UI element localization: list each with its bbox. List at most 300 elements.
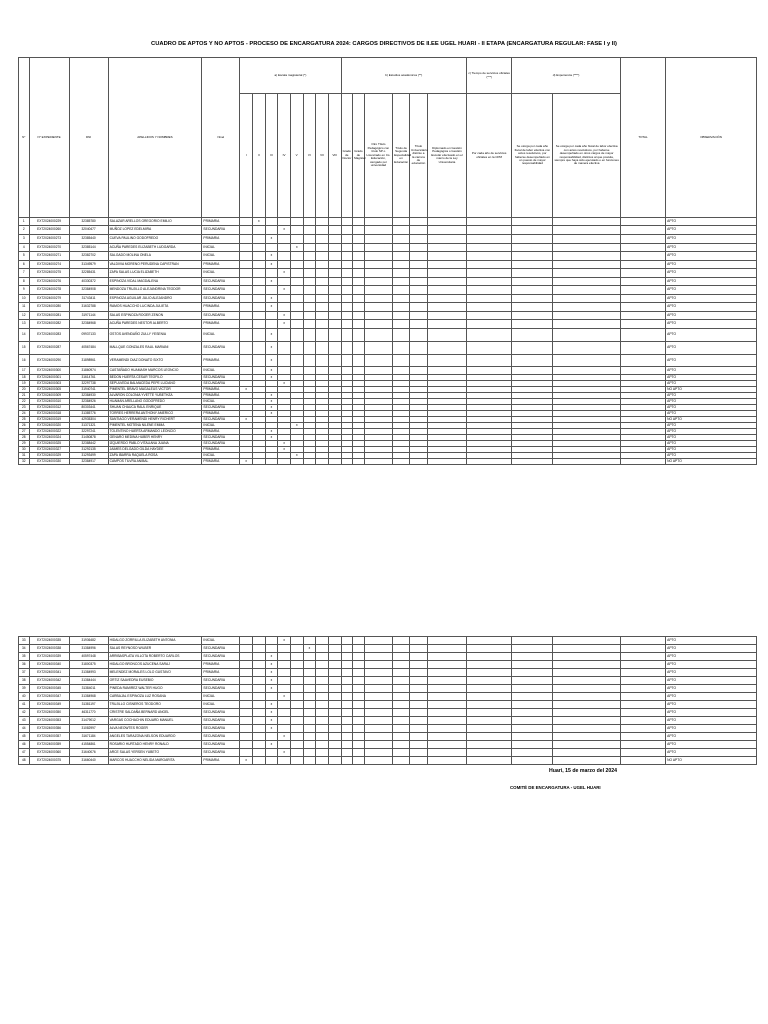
dni-cell: 31292135 — [69, 447, 108, 453]
observacion-cell: NO APTO — [666, 387, 757, 393]
grado-magister-cell — [353, 252, 365, 261]
nivel-cell: PRIMARIA — [202, 669, 240, 677]
total-cell — [620, 709, 665, 717]
diplomado-cell — [427, 757, 466, 765]
observacion-cell: APTO — [666, 733, 757, 741]
escala-cell-3 — [265, 286, 278, 295]
total-cell — [620, 342, 665, 355]
header-expediente: N° EXPEDIENTE — [29, 58, 69, 218]
grado-magister-cell — [353, 717, 365, 725]
expediente-cell: EXT2024000345 — [29, 685, 69, 693]
header-escala-2: II — [252, 94, 265, 218]
nivel-cell: INICIAL — [202, 423, 240, 429]
header-estudio-diplomado: Diplomado en Gestión Pedagógica o Gestión Escolar efectuado en el marco de la Ley Universitaria — [427, 94, 466, 218]
titulo-universitario-cell — [410, 303, 428, 312]
escala-cell-1 — [240, 717, 253, 725]
nivel-cell: INICIAL — [202, 693, 240, 701]
escala-cell-8 — [328, 669, 341, 677]
grado-magister-cell — [353, 295, 365, 303]
experiencia-1-cell — [512, 329, 553, 342]
total-cell — [620, 661, 665, 669]
grado-doctor-cell — [341, 320, 353, 329]
escala-cell-4 — [278, 677, 291, 685]
escala-cell-5 — [290, 303, 303, 312]
experiencia-2-cell — [553, 757, 620, 765]
expediente-cell: EXT2024000322 — [29, 429, 69, 435]
experiencia-2-cell — [553, 320, 620, 329]
tiempo-servicios-cell — [466, 693, 511, 701]
dni-cell: 42935304 — [69, 417, 108, 423]
row-number: 28 — [19, 435, 30, 441]
table-row — [19, 367, 757, 375]
escala-cell-8 — [328, 677, 341, 685]
escala-cell-6 — [303, 693, 316, 701]
experiencia-2-cell — [553, 269, 620, 278]
grado-doctor-cell — [341, 278, 353, 286]
observacion-cell: APTO — [666, 399, 757, 405]
segunda-especialidad-cell — [393, 367, 410, 375]
escala-cell-7 — [316, 701, 329, 709]
name-cell: MENDOZA TRUJILLO ALEJANDRINA TEODOR — [108, 286, 202, 295]
nivel-cell: SECUNDARIA — [202, 709, 240, 717]
tiempo-servicios-cell — [466, 725, 511, 733]
escala-cell-6 — [303, 757, 316, 765]
grado-magister-cell — [353, 653, 365, 661]
escala-cell-1 — [240, 661, 253, 669]
escala-cell-3: x — [265, 295, 278, 303]
escala-cell-1 — [240, 286, 253, 295]
table-row — [19, 261, 757, 269]
escala-cell-1 — [240, 320, 253, 329]
tiempo-servicios-cell — [466, 757, 511, 765]
segunda-especialidad-cell — [393, 286, 410, 295]
expediente-cell: EXT2024000278 — [29, 286, 69, 295]
grado-magister-cell — [353, 329, 365, 342]
nivel-cell: INICIAL — [202, 367, 240, 375]
tiempo-servicios-cell — [466, 355, 511, 367]
escala-cell-8 — [328, 226, 341, 235]
grado-magister-cell — [353, 286, 365, 295]
escala-cell-3: x — [265, 278, 278, 286]
diplomado-cell — [427, 269, 466, 278]
escala-cell-6 — [303, 235, 316, 244]
grado-magister-cell — [353, 355, 365, 367]
nivel-cell: SECUNDARIA — [202, 435, 240, 441]
diplomado-cell — [427, 685, 466, 693]
row-number: 39 — [19, 685, 30, 693]
expediente-cell: EXT2024000342 — [29, 677, 69, 685]
escala-cell-6 — [303, 637, 316, 645]
nivel-cell: SECUNDARIA — [202, 677, 240, 685]
escala-cell-8 — [328, 725, 341, 733]
dni-cell: 40597448 — [69, 653, 108, 661]
header-total: TOTAL — [620, 58, 665, 218]
escala-cell-4: x — [278, 312, 291, 320]
tiempo-servicios-cell — [466, 709, 511, 717]
observacion-cell: APTO — [666, 725, 757, 733]
escala-cell-1 — [240, 701, 253, 709]
observacion-cell: APTO — [666, 405, 757, 411]
observacion-cell: NO APTO — [666, 757, 757, 765]
observacion-cell: APTO — [666, 375, 757, 381]
table-row — [19, 218, 757, 226]
escala-cell-7 — [316, 733, 329, 741]
titulo-universitario-cell — [410, 295, 428, 303]
dni-cell: 32384930 — [69, 393, 108, 399]
tiempo-servicios-cell — [466, 329, 511, 342]
row-number: 6 — [19, 261, 30, 269]
name-cell: ORTIZ SAAVEDRA EUSEBIO — [108, 677, 202, 685]
escala-cell-1 — [240, 261, 253, 269]
diplomado-cell — [427, 669, 466, 677]
total-cell — [620, 725, 665, 733]
segunda-especialidad-cell — [393, 320, 410, 329]
experiencia-1-cell — [512, 749, 553, 757]
table-row — [19, 669, 757, 677]
total-cell — [620, 278, 665, 286]
observacion-cell: APTO — [666, 218, 757, 226]
escala-cell-4: x — [278, 733, 291, 741]
grado-doctor-cell — [341, 218, 353, 226]
experiencia-1-cell — [512, 226, 553, 235]
titulo-universitario-cell — [410, 717, 428, 725]
escala-cell-3 — [265, 459, 278, 465]
table-row — [19, 733, 757, 741]
header-tiempo-group: c) Tiempo de servicios oficiales (***) — [467, 58, 512, 94]
nivel-cell: PRIMARIA — [202, 235, 240, 244]
total-cell — [620, 693, 665, 701]
experiencia-2-cell — [553, 235, 620, 244]
nivel-cell: SECUNDARIA — [202, 381, 240, 387]
escala-cell-6 — [303, 312, 316, 320]
escala-cell-7 — [316, 295, 329, 303]
escala-cell-8 — [328, 645, 341, 653]
diplomado-cell — [427, 329, 466, 342]
escala-cell-7 — [316, 329, 329, 342]
titulo-pedagogico-cell — [364, 295, 392, 303]
titulo-universitario-cell — [410, 709, 428, 717]
segunda-especialidad-cell — [393, 269, 410, 278]
escala-cell-5 — [290, 693, 303, 701]
escala-cell-5 — [290, 653, 303, 661]
grado-doctor-cell — [341, 226, 353, 235]
escala-cell-5 — [290, 701, 303, 709]
observacion-cell: NO APTO — [666, 459, 757, 465]
row-number: 25 — [19, 417, 30, 423]
escala-cell-1 — [240, 677, 253, 685]
dni-cell: 31898961 — [69, 355, 108, 367]
name-cell: ZAPA IBARRA RAQUELA ROSA — [108, 453, 202, 459]
dni-cell: 31384011 — [69, 685, 108, 693]
observacion-cell: APTO — [666, 423, 757, 429]
titulo-pedagogico-cell — [364, 733, 392, 741]
escala-cell-5 — [290, 741, 303, 749]
escala-cell-4: x — [278, 447, 291, 453]
header-n: N° — [19, 58, 30, 218]
grado-doctor-cell — [341, 733, 353, 741]
grado-magister-cell — [353, 235, 365, 244]
name-cell: OSTOS AVENDAÑO ZULLY YESENIA — [108, 329, 202, 342]
observacion-cell: APTO — [666, 717, 757, 725]
tiempo-servicios-cell — [466, 685, 511, 693]
escala-cell-2 — [253, 269, 266, 278]
name-cell: RAMOS HUACCHO LUCINDA JULIETA — [108, 303, 202, 312]
diplomado-cell — [427, 226, 466, 235]
grado-magister-cell — [353, 733, 365, 741]
nivel-cell: SECUNDARIA — [202, 685, 240, 693]
expediente-cell: EXT2024000357 — [29, 733, 69, 741]
experiencia-2-cell — [553, 303, 620, 312]
escala-cell-6 — [303, 218, 316, 226]
escala-cell-1 — [240, 685, 253, 693]
escala-cell-4 — [278, 329, 291, 342]
escala-cell-4 — [278, 757, 291, 765]
experiencia-1-cell — [512, 757, 553, 765]
grado-doctor-cell — [341, 329, 353, 342]
table-row — [19, 701, 757, 709]
escala-cell-2 — [253, 329, 266, 342]
dni-cell: 40330372 — [69, 278, 108, 286]
grado-doctor-cell — [341, 235, 353, 244]
expediente-cell: EXT2024000347 — [29, 693, 69, 701]
table-row — [19, 235, 757, 244]
escala-cell-3 — [265, 312, 278, 320]
header-escala-7: VII — [316, 94, 329, 218]
header-estudio-doctor: Grado de Doctor — [341, 94, 353, 218]
row-number: 35 — [19, 653, 30, 661]
observacion-cell: APTO — [666, 661, 757, 669]
observacion-cell: APTO — [666, 252, 757, 261]
escala-cell-8 — [328, 312, 341, 320]
footer-date: Huari, 15 de marzo del 2024 — [549, 768, 618, 774]
escala-cell-6 — [303, 741, 316, 749]
titulo-pedagogico-cell — [364, 749, 392, 757]
row-number: 40 — [19, 693, 30, 701]
dni-cell: 40567484 — [69, 342, 108, 355]
escala-cell-3 — [265, 637, 278, 645]
header-estudio-segunda-especialidad: Título de Segunda Especialidad en Educación — [393, 94, 410, 218]
row-number: 47 — [19, 749, 30, 757]
row-number: 22 — [19, 399, 30, 405]
escala-cell-5 — [290, 320, 303, 329]
escala-cell-8 — [328, 252, 341, 261]
escala-cell-7 — [316, 218, 329, 226]
row-number: 46 — [19, 741, 30, 749]
escala-cell-4 — [278, 645, 291, 653]
name-cell: VERAMENDI DIAZ DONATO SIXTO — [108, 355, 202, 367]
escala-cell-4: x — [278, 749, 291, 757]
escala-cell-8 — [328, 295, 341, 303]
experiencia-1-cell — [512, 645, 553, 653]
diplomado-cell — [427, 367, 466, 375]
dni-cell: 31349579 — [69, 261, 108, 269]
row-number: 18 — [19, 375, 30, 381]
row-number: 34 — [19, 645, 30, 653]
escala-cell-1 — [240, 235, 253, 244]
dni-cell: 31860974 — [69, 367, 108, 375]
grado-doctor-cell — [341, 244, 353, 252]
experiencia-2-cell — [553, 295, 620, 303]
escala-cell-3: x — [265, 677, 278, 685]
escala-cell-3: x — [265, 375, 278, 381]
escala-cell-8 — [328, 218, 341, 226]
dni-cell: 32285431 — [69, 269, 108, 278]
row-number: 3 — [19, 235, 30, 244]
escala-cell-5 — [290, 252, 303, 261]
escala-cell-6 — [303, 685, 316, 693]
escala-cell-4 — [278, 244, 291, 252]
escala-cell-6 — [303, 733, 316, 741]
expediente-cell: EXT2024000279 — [29, 295, 69, 303]
nivel-cell: SECUNDARIA — [202, 312, 240, 320]
escala-cell-6 — [303, 717, 316, 725]
escala-cell-8 — [328, 261, 341, 269]
observacion-cell: APTO — [666, 295, 757, 303]
escala-cell-7 — [316, 653, 329, 661]
table-row — [19, 749, 757, 757]
table-row — [19, 637, 757, 645]
row-number: 21 — [19, 393, 30, 399]
total-cell — [620, 459, 665, 465]
escala-cell-8 — [328, 355, 341, 367]
nivel-cell: PRIMARIA — [202, 447, 240, 453]
nivel-cell: SECUNDARIA — [202, 405, 240, 411]
escala-cell-5 — [290, 286, 303, 295]
escala-cell-7 — [316, 303, 329, 312]
escala-cell-5 — [290, 733, 303, 741]
segunda-especialidad-cell — [393, 252, 410, 261]
tiempo-servicios-cell — [466, 733, 511, 741]
escala-cell-5 — [290, 677, 303, 685]
table-row — [19, 725, 757, 733]
escala-cell-1 — [240, 312, 253, 320]
escala-cell-4 — [278, 701, 291, 709]
escala-cell-4: x — [278, 637, 291, 645]
row-number: 17 — [19, 367, 30, 375]
grado-doctor-cell — [341, 286, 353, 295]
name-cell: JAIMES DELGADO GILDA HAYDEE — [108, 447, 202, 453]
escala-cell-4: x — [278, 286, 291, 295]
grado-doctor-cell — [341, 749, 353, 757]
table-row — [19, 709, 757, 717]
name-cell: MARCOS HUACCHO NELIDA MARGARITA — [108, 757, 202, 765]
experiencia-2-cell — [553, 685, 620, 693]
diplomado-cell — [427, 645, 466, 653]
grado-magister-cell — [353, 278, 365, 286]
titulo-pedagogico-cell — [364, 218, 392, 226]
header-escala-6: VI — [303, 94, 316, 218]
escala-cell-5: x — [290, 244, 303, 252]
escala-cell-8 — [328, 320, 341, 329]
expediente-cell: EXT2024000349 — [29, 701, 69, 709]
titulo-universitario-cell — [410, 661, 428, 669]
expediente-cell: EXT2024000260 — [29, 226, 69, 235]
escala-cell-5 — [290, 757, 303, 765]
table-row — [19, 653, 757, 661]
escala-cell-8 — [328, 709, 341, 717]
escala-cell-2: x — [253, 218, 266, 226]
escala-cell-2 — [253, 685, 266, 693]
escala-cell-4 — [278, 342, 291, 355]
observacion-cell: APTO — [666, 226, 757, 235]
escala-cell-5 — [290, 269, 303, 278]
escala-cell-3: x — [265, 367, 278, 375]
escala-cell-7 — [316, 320, 329, 329]
escala-cell-6 — [303, 269, 316, 278]
escala-cell-3 — [265, 757, 278, 765]
grado-doctor-cell — [341, 637, 353, 645]
escala-cell-7 — [316, 693, 329, 701]
dni-cell: 31640076 — [69, 749, 108, 757]
dni-cell: 32384968 — [69, 320, 108, 329]
diplomado-cell — [427, 278, 466, 286]
expediente-cell: EXT2024000270 — [29, 244, 69, 252]
escala-cell-6 — [303, 329, 316, 342]
segunda-especialidad-cell — [393, 741, 410, 749]
escala-cell-8 — [328, 367, 341, 375]
escala-cell-8 — [328, 342, 341, 355]
escala-cell-8 — [328, 701, 341, 709]
escala-cell-6 — [303, 701, 316, 709]
escala-cell-3 — [265, 218, 278, 226]
expediente-cell: EXT2024000335 — [29, 637, 69, 645]
titulo-universitario-cell — [410, 757, 428, 765]
titulo-pedagogico-cell — [364, 312, 392, 320]
experiencia-1-cell — [512, 342, 553, 355]
grado-magister-cell — [353, 669, 365, 677]
escala-cell-1 — [240, 367, 253, 375]
titulo-pedagogico-cell — [364, 709, 392, 717]
row-number: 15 — [19, 342, 30, 355]
escala-cell-1 — [240, 653, 253, 661]
name-cell: MUÑOZ LOPEZ EDELMIRA — [108, 226, 202, 235]
header-escala-3: III — [265, 94, 278, 218]
grado-doctor-cell — [341, 725, 353, 733]
dni-cell: 31743411 — [69, 295, 108, 303]
name-cell: PINEDA RAMIREZ WALTER HUGO — [108, 685, 202, 693]
experiencia-2-cell — [553, 329, 620, 342]
observacion-cell: APTO — [666, 669, 757, 677]
escala-cell-5 — [290, 329, 303, 342]
experiencia-1-cell — [512, 669, 553, 677]
escala-cell-2 — [253, 661, 266, 669]
escala-cell-8 — [328, 733, 341, 741]
grado-doctor-cell — [341, 661, 353, 669]
header-nivel: Nivel — [202, 58, 240, 218]
escala-cell-4 — [278, 367, 291, 375]
observacion-cell: APTO — [666, 261, 757, 269]
grado-doctor-cell — [341, 261, 353, 269]
segunda-especialidad-cell — [393, 303, 410, 312]
name-cell: ROSARIO HURTADO HENRY RONALD — [108, 741, 202, 749]
titulo-universitario-cell — [410, 218, 428, 226]
tiempo-servicios-cell — [466, 261, 511, 269]
escala-cell-7 — [316, 717, 329, 725]
experiencia-1-cell — [512, 653, 553, 661]
header-escala-5: V — [290, 94, 303, 218]
grado-doctor-cell — [341, 669, 353, 677]
row-number: 7 — [19, 269, 30, 278]
total-cell — [620, 645, 665, 653]
observacion-cell: APTO — [666, 244, 757, 252]
segunda-especialidad-cell — [393, 709, 410, 717]
escala-cell-7 — [316, 252, 329, 261]
grado-magister-cell — [353, 701, 365, 709]
observacion-cell: APTO — [666, 286, 757, 295]
segunda-especialidad-cell — [393, 693, 410, 701]
titulo-pedagogico-cell — [364, 645, 392, 653]
dni-cell: 32385780 — [69, 218, 108, 226]
